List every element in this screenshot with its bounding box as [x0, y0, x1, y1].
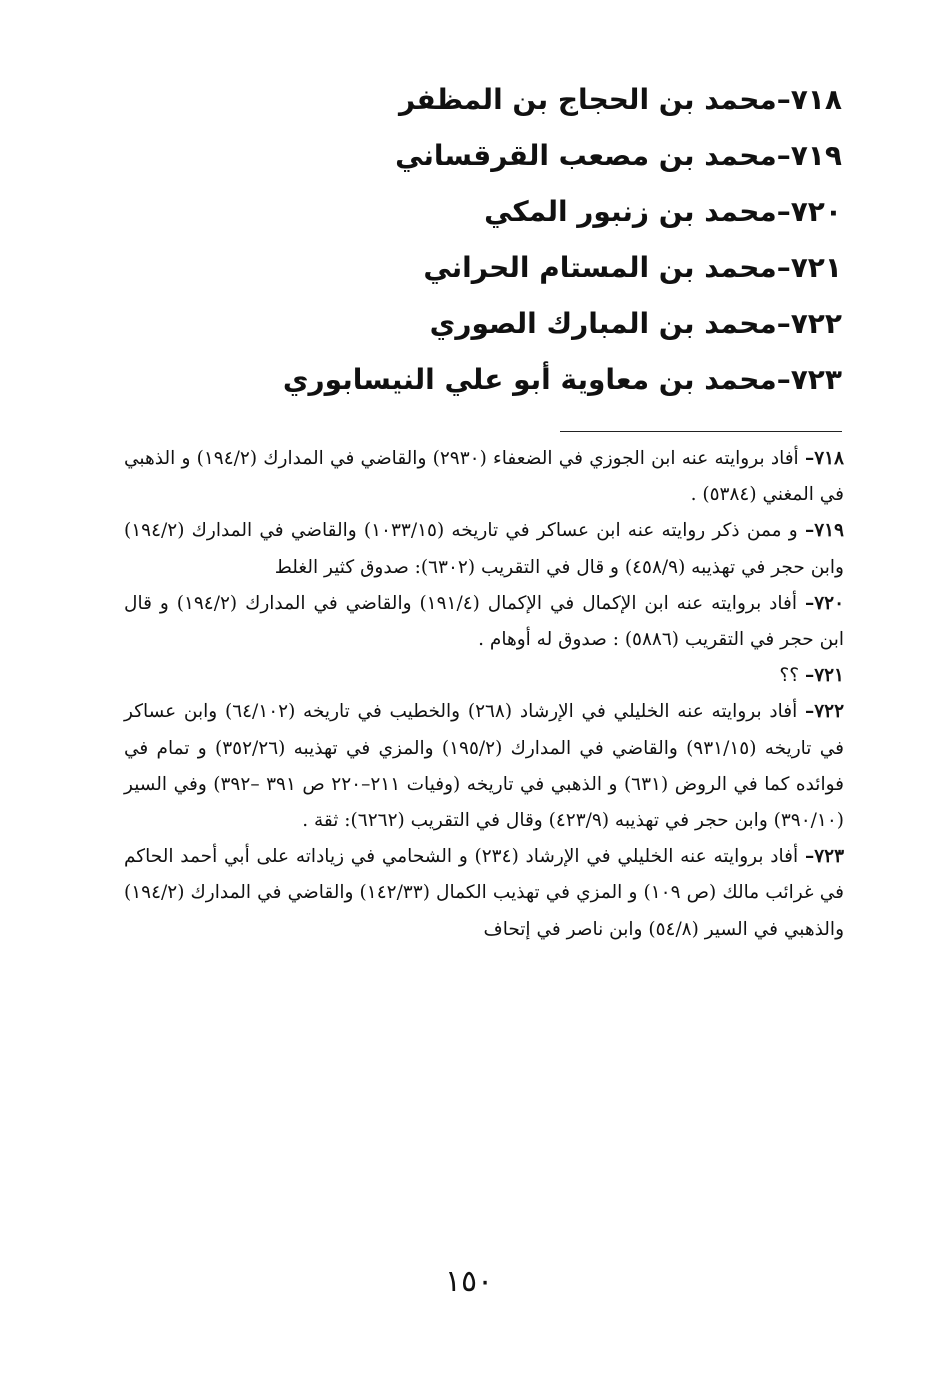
footnote-text: أفاد بروايته عنه الخليلي في الإرشاد (٢٣٤) و الشحامي في زياداته على أبي أحمد الحاكم في غرائب مالك (ص ١٠٩) و المزي في تهذيب الكمال (١٤٢/٣٣) والقاضي في المدارك (١٩٤/٢) والذهبي في السير (٥٤/٨) وابن ناصر في إتحاف — [124, 846, 845, 940]
footnote-719 — [124, 513, 844, 585]
footnote-723 — [124, 839, 844, 948]
footnote-number: ٧٢٢– — [804, 701, 845, 723]
entry-718: ٧١٨–محمد بن الحجاج بن المظفر — [398, 83, 842, 116]
footnote-text: و ممن ذكر روايته عنه ابن عساكر في تاريخه (١٠٣٣/١٥) والقاضي في المدارك (١٩٤/٢) وابن حجر في تهذيبه (٤٥٨/٩) و قال في التقريب (٦٣٠٢): صدوق كثير الغلط — [124, 520, 844, 578]
footnote-text: أفاد بروايته عنه الخليلي في الإرشاد (٢٦٨) والخطيب في تاريخه (٦٤/١٠٢) وابن عساكر في تاريخه (٩٣١/١٥) والقاضي في المدارك (١٩٥/٢) والمزي في تهذيبه (٣٥٢/٢٦) و تمام في فوائده كما في الروض (٦٣١) و الذهبي في تاريخه (وفيات ٢١١–٢٢٠ ص ٣٩١ –٣٩٢) وفي السير (٣٩٠/١٠) وابن حجر في تهذيبه (٤٢٣/٩) وقال في التقريب (٦٢٦٢): ثقة . — [124, 701, 844, 832]
footnote-722 — [124, 694, 844, 839]
footnote-718 — [124, 441, 844, 513]
footnote-number: ٧٢١– — [804, 665, 844, 687]
footnote-721 — [124, 658, 844, 694]
entry-722: ٧٢٢–محمد بن المبارك الصوري — [429, 307, 842, 340]
footnote-text: أفاد بروايته عنه ابن الجوزي في الضعفاء (٢٩٣٠) والقاضي في المدارك (١٩٤/٢) و الذهبي في المغني (٥٣٨٤) . — [124, 448, 844, 506]
entry-721: ٧٢١–محمد بن المستام الحراني — [423, 251, 842, 284]
entry-719: ٧١٩–محمد بن مصعب القرقساني — [395, 139, 842, 172]
footnote-number: ٧٢٠– — [804, 592, 845, 614]
page-number: ١٥٠ — [444, 1264, 494, 1299]
footnote-text: أفاد بروايته عنه ابن الإكمال في الإكمال (١٩١/٤) والقاضي في المدارك (١٩٤/٢) و قال ابن حجر في التقريب (٥٨٨٦) : صدوق له أوهام . — [124, 592, 844, 651]
footnote-number: ٧٢٣– — [804, 846, 845, 868]
entry-list — [242, 72, 842, 408]
entry-723: ٧٢٣–محمد بن معاوية أبو علي النيسابوري — [282, 363, 842, 396]
footnotes — [124, 441, 844, 948]
footnote-text: ؟؟ — [779, 665, 805, 687]
entry-720: ٧٢٠–محمد بن زنبور المكي — [484, 195, 842, 228]
footnote-number: ٧١٨– — [804, 448, 844, 469]
footnote-separator — [560, 431, 842, 432]
footnote-number: ٧١٩– — [804, 520, 844, 542]
footnote-720 — [124, 586, 844, 658]
